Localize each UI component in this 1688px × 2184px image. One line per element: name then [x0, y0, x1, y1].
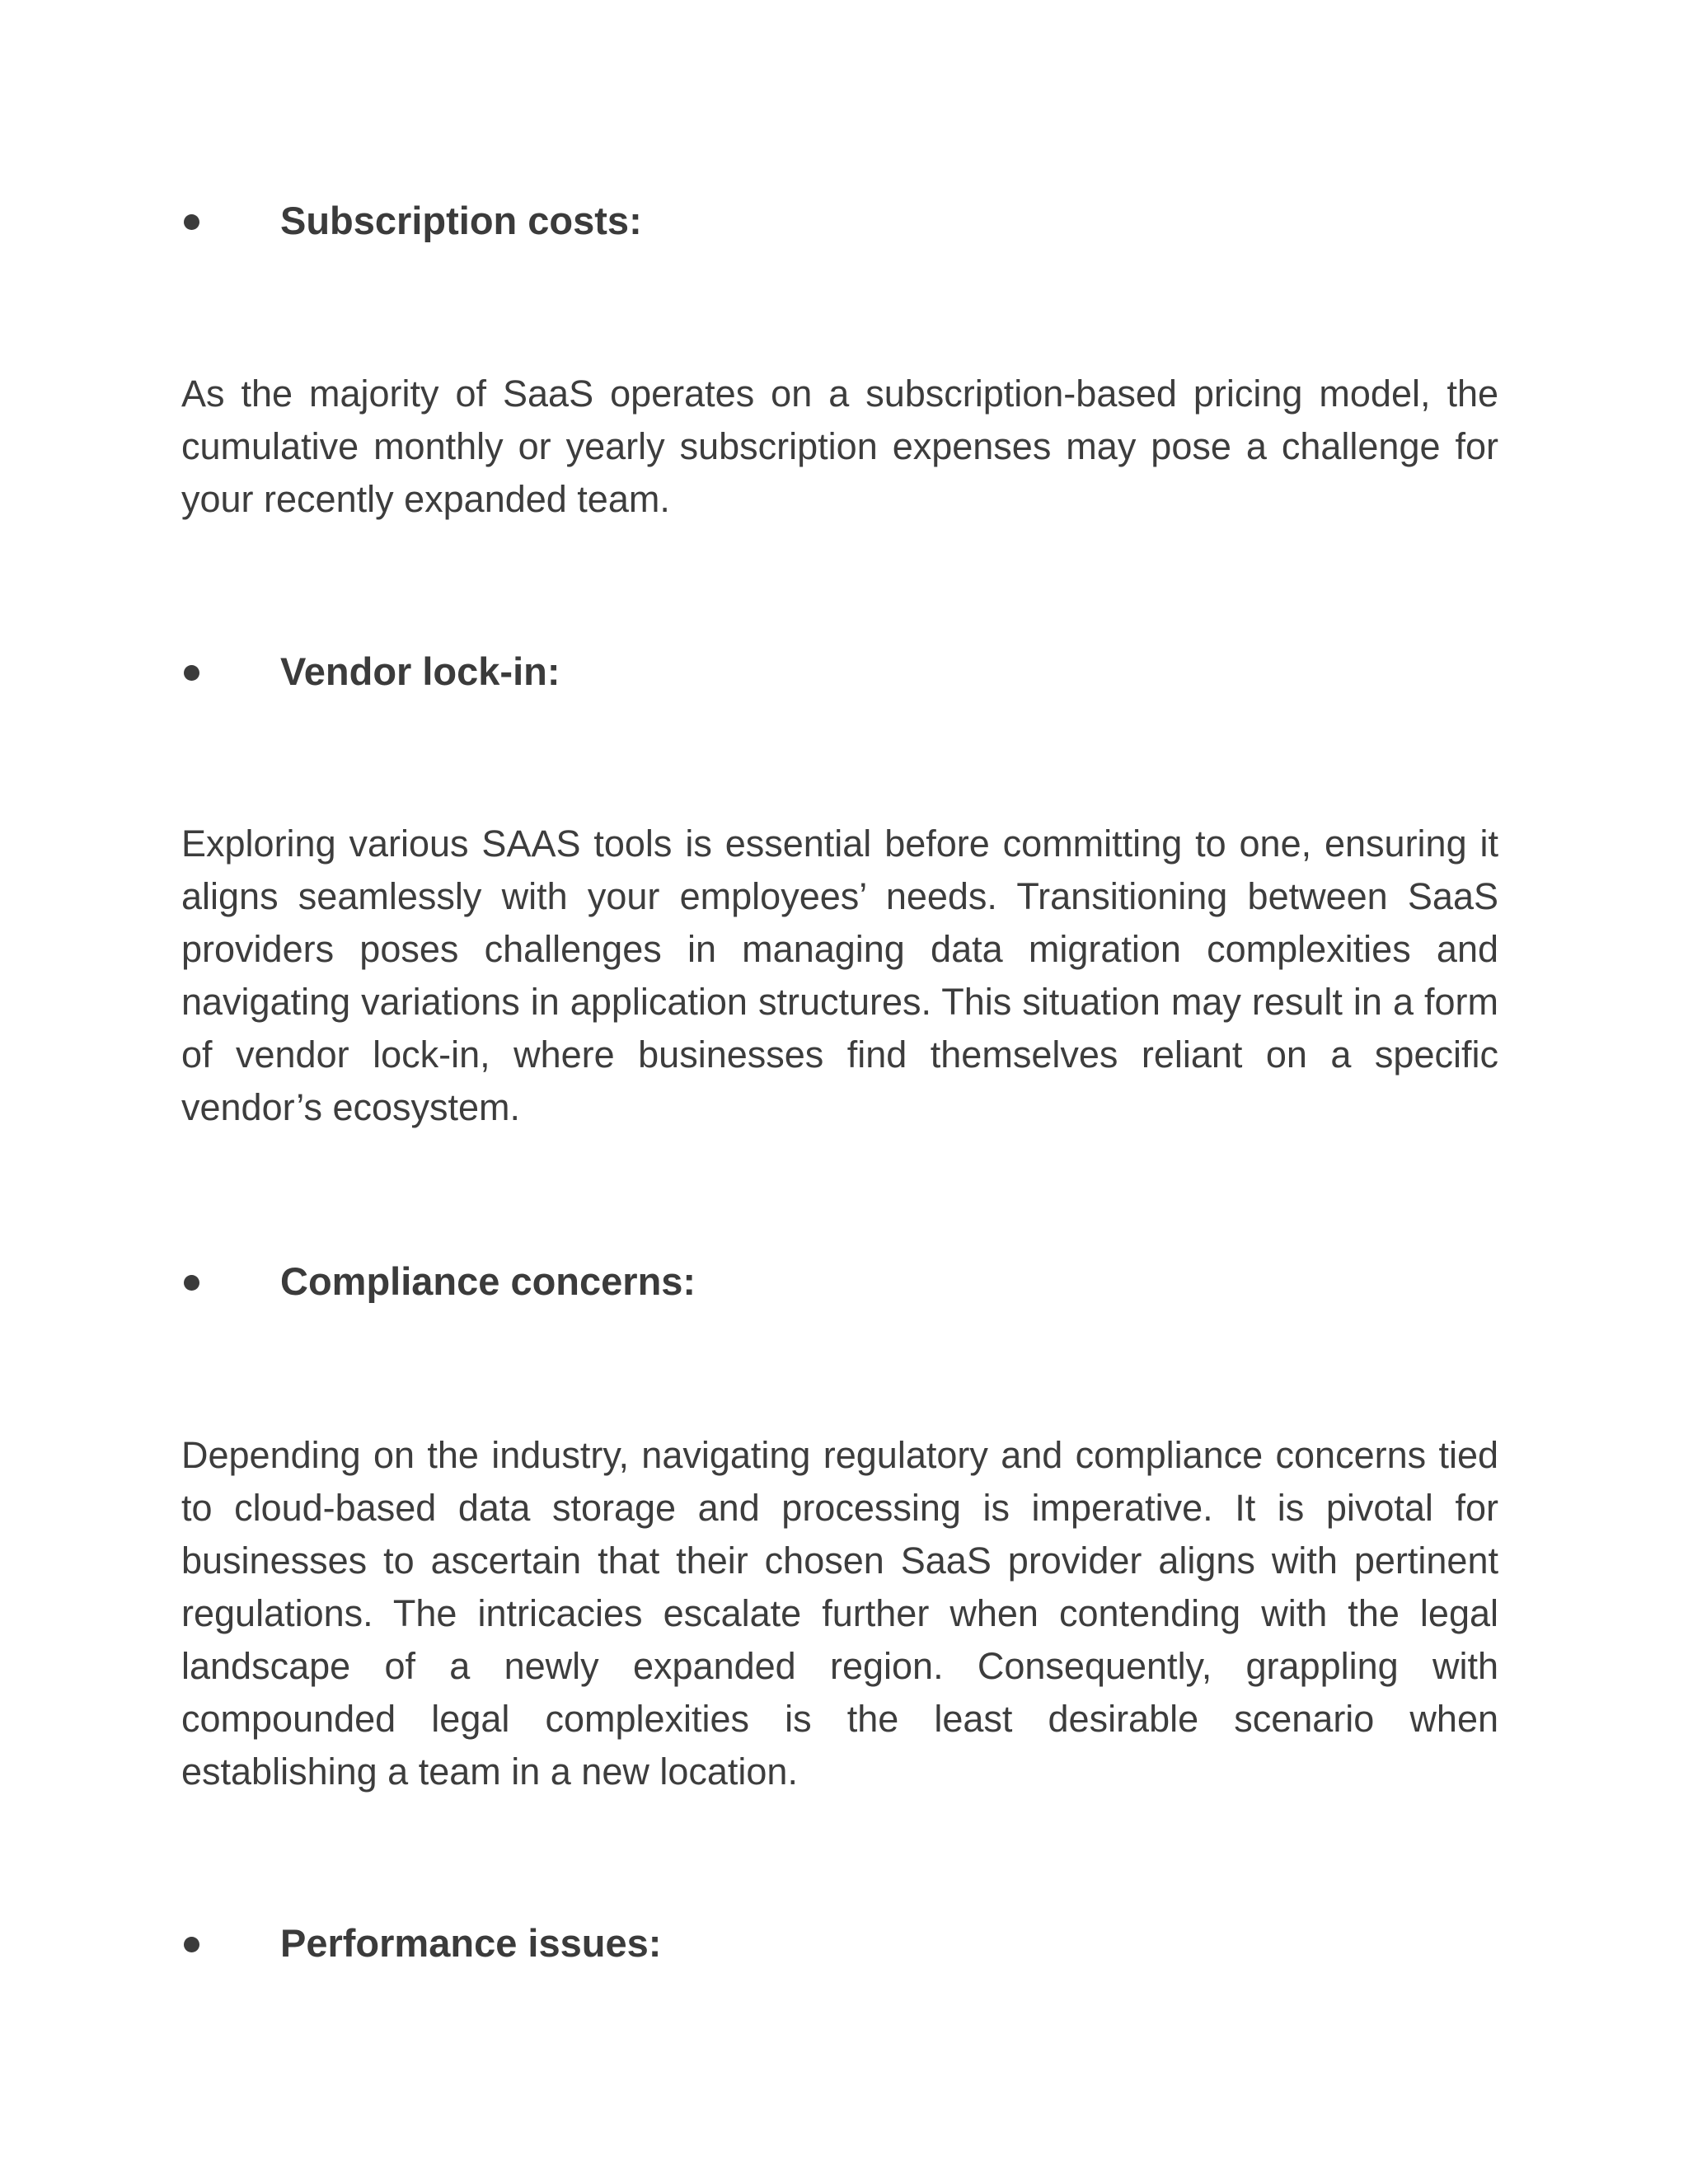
section-heading-compliance-concerns: Compliance concerns:	[231, 1258, 696, 1305]
paragraph-compliance-concerns: Depending on the industry, navigating regulatory and compliance concerns tied to cloud-based data storage and processing is imperative. It is pivotal for businesses to ascertain that their chosen SaaS provider aligns with pertinent regulations. The intricacies escalate further when contending with the legal landscape of a newly expanded region. Consequently, grappling with compounded legal complexities is the least desirable scenario when establishing a team in a new location.	[181, 1434, 1498, 1793]
bullet-icon	[184, 1937, 199, 1952]
bullet-icon	[184, 665, 199, 681]
section-heading-vendor-lock-in: Vendor lock-in:	[231, 649, 560, 695]
paragraph-vendor-lock-in: Exploring various SAAS tools is essential before committing to one, ensuring it aligns seamlessly with your employees’ needs. Transitioning between SaaS providers poses challenges in managing data migration complexities and navigating variations in application structures. This situation may result in a form of vendor lock-in, where businesses find themselves reliant on a specific vendor’s ecosystem.	[181, 823, 1498, 1128]
section-heading-performance-issues: Performance issues:	[231, 1920, 661, 1966]
section-heading-subscription-costs: Subscription costs:	[231, 198, 642, 244]
paragraph-subscription-costs: As the majority of SaaS operates on a subscription-based pricing model, the cumulative monthly or yearly subscription expenses may pose a challenge for your recently expanded team.	[181, 373, 1498, 520]
bullet-icon	[184, 1275, 199, 1291]
bullet-icon	[184, 214, 199, 230]
